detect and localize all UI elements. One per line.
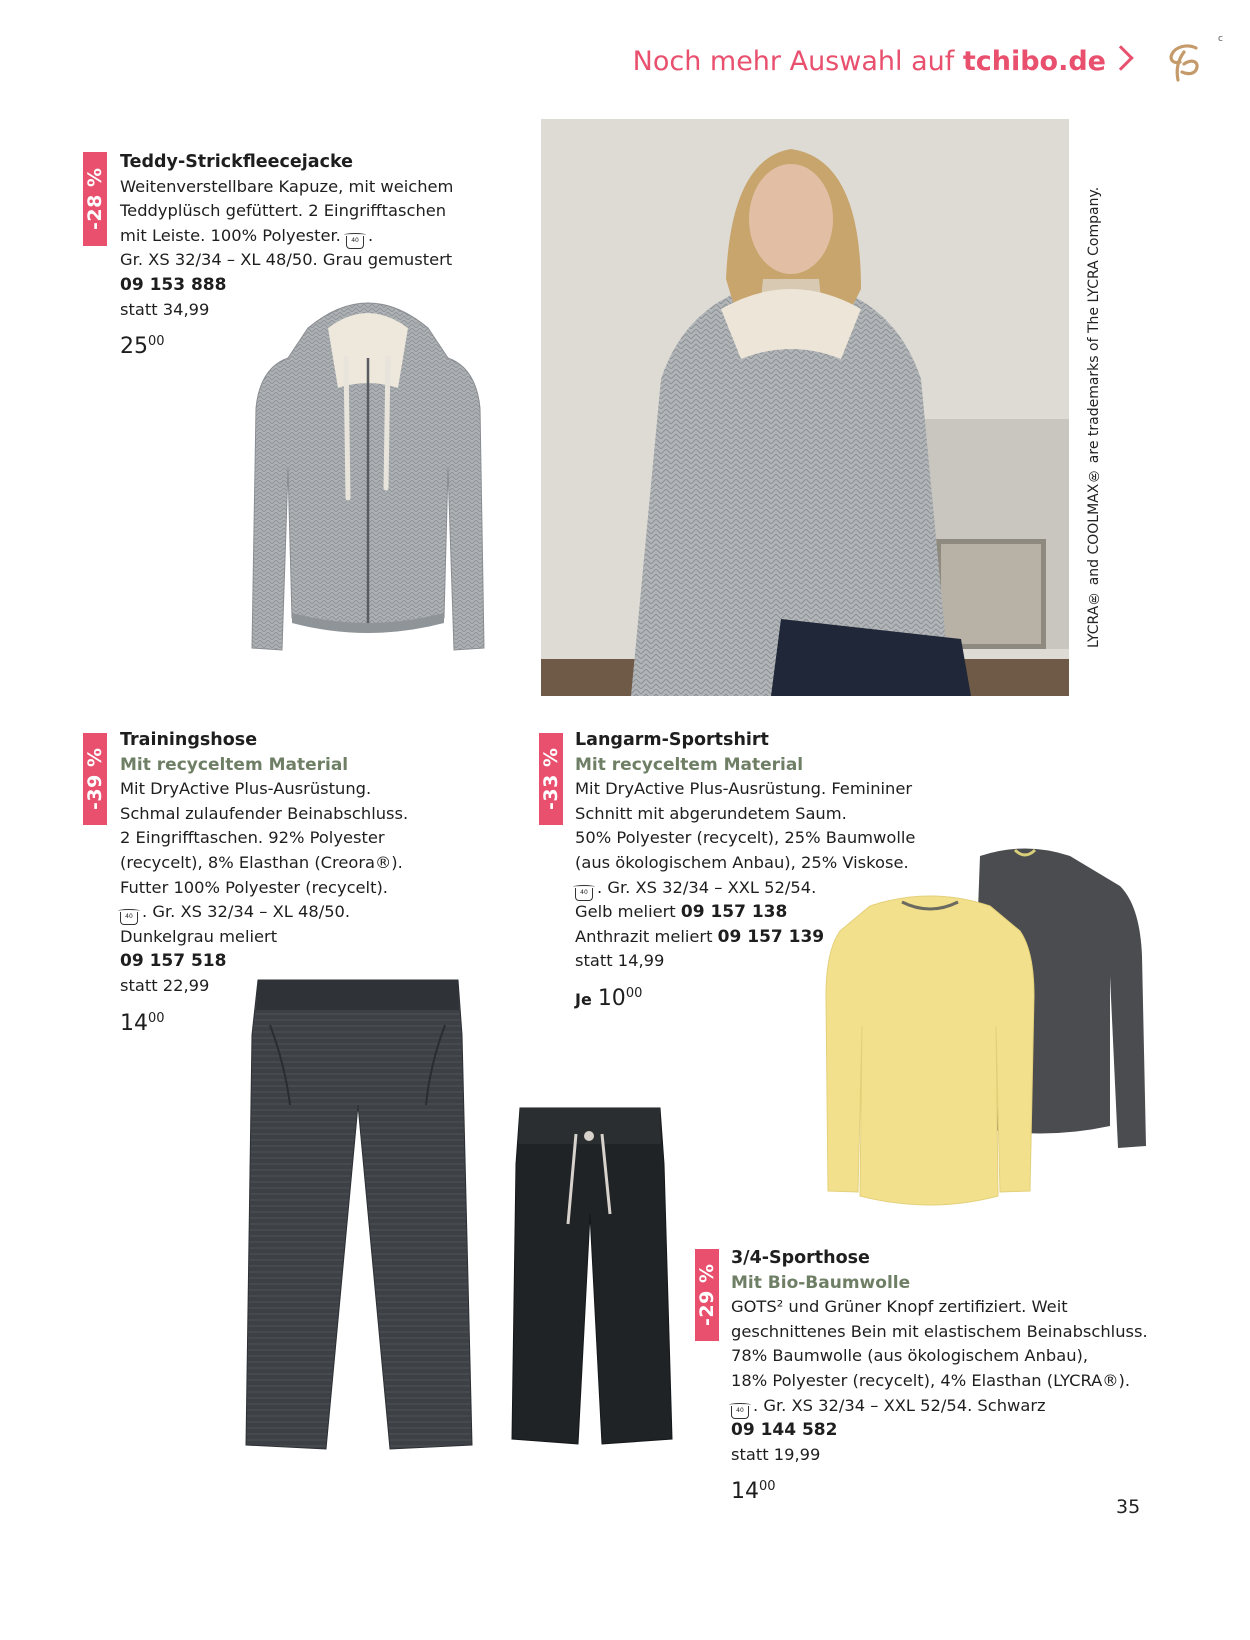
trademark-notice: LYCRA® and COOLMAX® are trademarks of The LYCRA Company. [1086, 186, 1102, 648]
price: $14^{00}$ [731, 1479, 776, 1505]
tchibo-logo-icon [1166, 42, 1202, 84]
description-line: Weitenverstellbare Kapuze, mit weichem [120, 176, 454, 196]
training-pants-image [240, 975, 475, 1465]
article-number: 09 153 888 [120, 274, 227, 295]
description-line: Teddyplüsch gefüttert. 2 Eingrifftaschen [120, 201, 447, 221]
description-line: geschnittenes Bein mit elastischem Beinabschluss. [731, 1321, 1148, 1341]
capri-pants-image [506, 1104, 676, 1450]
sportshirts-image [820, 836, 1150, 1216]
fleece-jacket-image [248, 288, 488, 658]
product-subtitle: Mit recyceltem Material [120, 754, 349, 775]
article-number: 09 144 582 [731, 1420, 838, 1441]
discount-badge: -33 % [539, 733, 563, 825]
description-line: 18% Polyester (recycelt), 4% Elasthan (LYCRA®). [731, 1370, 1131, 1390]
product-teddy-jacket-info: Teddy-Strickfleecejacke Weitenverstellbare Kapuze, mit weichem Teddyplüsch gefüttert. 2 Eingrifftaschen mit Leiste. 100% Polyester. 40 . Gr. XS 32/34 – XL 48/50. Grau gemustert 09 153 888 statt 34,99 $25^{00}$ [120, 152, 454, 360]
model-photo [541, 119, 1069, 696]
price: $14^{00}$ [120, 1010, 165, 1036]
old-price: statt 14,99 [575, 951, 665, 971]
wash-40-icon: 40 [120, 912, 138, 925]
discount-badge: -28 % [83, 152, 107, 246]
description-line: 2 Eingrifftaschen. 92% Polyester [120, 828, 385, 848]
price: Je $10^{00}$ [575, 985, 643, 1011]
description-line: (aus ökologischem Anbau), 25% Viskose. [575, 852, 909, 872]
header-site: tchibo.de [962, 46, 1106, 77]
size-line: . Gr. XS 32/34 – XL 48/50. [142, 902, 351, 922]
header-promo-link[interactable] [0, 46, 1130, 77]
description-line: Schnitt mit abgerundetem Saum. [575, 803, 847, 823]
article-number: 09 157 139 [717, 926, 825, 947]
chevron-right-icon [1108, 45, 1133, 70]
description-line: mit Leiste. 100% Polyester. [120, 225, 341, 245]
old-price: statt 34,99 [120, 299, 210, 319]
header-prefix: Noch mehr Auswahl auf [632, 46, 963, 77]
description-line: Mit DryActive Plus-Ausrüstung. [120, 779, 372, 799]
wash-40-icon: 40 [575, 888, 593, 901]
variant-color: Gelb meliert [575, 902, 676, 922]
product-subtitle: Mit Bio-Baumwolle [731, 1272, 911, 1293]
corner-mark: c [1218, 34, 1223, 44]
description-line: Futter 100% Polyester (recycelt). [120, 877, 388, 897]
description-line: 78% Baumwolle (aus ökologischem Anbau), [731, 1346, 1089, 1366]
article-number: 09 157 138 [680, 902, 788, 923]
description-line: 50% Polyester (recycelt), 25% Baumwolle [575, 828, 916, 848]
discount-badge: -39 % [83, 733, 107, 825]
size-line: Gr. XS 32/34 – XL 48/50. Grau gemustert [120, 250, 453, 270]
product-title: Langarm-Sportshirt [575, 730, 769, 750]
product-title: 3/4-Sporthose [731, 1248, 870, 1268]
product-capri-pants-info [731, 1246, 1148, 1505]
description-line: (recycelt), 8% Elasthan (Creora®). [120, 852, 403, 872]
old-price: statt 19,99 [731, 1444, 821, 1464]
product-title: Teddy-Strickfleecejacke [120, 152, 353, 172]
price: $25^{00}$ [120, 334, 165, 360]
variant-color: Anthrazit meliert [575, 926, 713, 946]
description-line: Schmal zulaufender Beinabschluss. [120, 803, 409, 823]
page-number: 35 [1116, 1496, 1141, 1518]
old-price: statt 22,99 [120, 975, 210, 995]
product-subtitle: Mit recyceltem Material [575, 754, 804, 775]
article-number: 09 157 518 [120, 951, 227, 972]
color-line: Dunkelgrau meliert [120, 926, 278, 946]
description-line: GOTS² und Grüner Knopf zertifiziert. Weit [731, 1297, 1068, 1317]
wash-40-icon: 40 [731, 1406, 749, 1419]
size-line: . Gr. XS 32/34 – XXL 52/54. [597, 877, 817, 897]
product-title: Trainingshose [120, 730, 258, 750]
description-line: Mit DryActive Plus-Ausrüstung. Femininer [575, 779, 913, 799]
discount-badge: -29 % [695, 1249, 719, 1341]
wash-40-icon: 40 [346, 236, 364, 249]
size-line: . Gr. XS 32/34 – XXL 52/54. Schwarz [753, 1395, 1046, 1415]
